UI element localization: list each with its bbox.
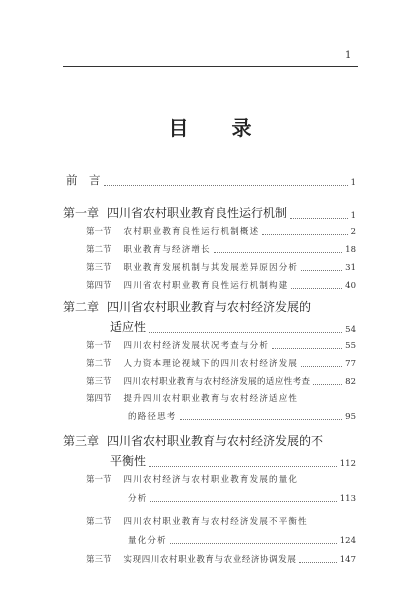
toc-entry-section[interactable] [0,357,402,369]
leader-dots [313,384,342,385]
section-label: 第二节 [86,517,112,527]
leader-dots [149,332,342,333]
page-ref: 54 [345,325,356,335]
leader-dots [290,218,348,219]
toc-entry-chapter-1[interactable] [0,204,402,221]
page-ref: 77 [345,359,356,369]
page-ref: 112 [339,459,356,469]
leader-dots [301,366,342,367]
toc-entry-section[interactable] [0,243,402,255]
toc-entry-section[interactable] [0,261,402,273]
section-title: 实现四川农村职业教育与农业经济协调发展 [123,555,297,565]
toc-entry-section[interactable] [0,375,402,387]
section-title: 人力资本理论视域下的四川农村经济发展 [123,359,299,369]
page-ref: 1 [350,178,356,188]
section-label: 第二节 [86,245,112,255]
toc-entry-section[interactable] [0,473,402,485]
section-title: 四川农村职业教育与农村经济发展的适应性考查 [123,377,311,387]
section-label: 第四节 [86,281,112,291]
section-title: 农村职业教育良性运行机制概述 [123,227,260,237]
section-label: 第一节 [86,227,112,237]
section-label: 第四节 [86,394,112,404]
section-title-line-1: 四川农村职业教育与农村经济发展不平衡性 [123,517,308,527]
toc-entry-chapter-2-cont[interactable] [0,318,402,335]
leader-dots [180,419,343,420]
toc-entry-section[interactable] [0,515,402,527]
toc-entry-section[interactable] [0,279,402,291]
section-title: 四川农村经济发展状况考查与分析 [123,341,270,351]
page-ref: 95 [345,412,356,422]
leader-dots [291,288,342,289]
toc-entry-section-cont[interactable] [0,492,402,504]
toc-entry-section-cont[interactable] [0,534,402,546]
toc-entry-chapter-3[interactable] [0,432,402,449]
toc-entry-section[interactable] [0,553,402,565]
header-rule [63,66,358,67]
chapter-label: 第三章 [63,434,100,448]
section-title-line-2: 分析 [128,494,148,504]
section-title: 职业教育发展机制与其发展差异原因分析 [123,263,299,273]
page-ref: 113 [339,494,356,504]
section-title: 职业教育与经济增长 [123,245,211,255]
toc-entry-section[interactable] [0,339,402,351]
section-label: 第三节 [86,555,112,565]
chapter-title-line-1: 四川省农村职业教育与农村经济发展的不 [107,434,324,448]
chapter-title: 四川省农村职业教育良性运行机制 [107,206,288,220]
page-ref: 18 [345,245,356,255]
chapter-title-line-2: 平衡性 [110,454,147,468]
leader-dots [299,562,336,563]
toc-title: 目 录 [168,116,270,140]
section-title-line-1: 四川农村经济与农村职业教育发展的量化 [123,475,299,485]
section-title-line-1: 提升四川农村职业教育与农村经济适应性 [123,394,299,404]
section-label: 第三节 [86,263,112,273]
section-label: 第三节 [86,377,112,387]
section-title-line-2: 量化分析 [128,536,167,546]
leader-dots [272,348,342,349]
page-ref: 2 [350,227,356,237]
leader-dots [301,270,342,271]
leader-dots [150,501,336,502]
chapter-label: 第二章 [63,300,100,314]
page-ref: 1 [350,211,356,221]
page-ref: 82 [345,377,356,387]
section-title: 四川省农村职业教育良性运行机制构建 [123,281,289,291]
toc-entry-section-cont[interactable] [0,410,402,422]
chapter-title-line-2: 适应性 [110,320,147,334]
leader-dots [170,543,337,544]
section-title-line-2: 的路径思考 [128,412,177,422]
section-label: 第一节 [86,341,112,351]
leader-dots [214,252,342,253]
page-ref: 55 [345,341,356,351]
chapter-title-line-1: 四川省农村职业教育与农村经济发展的 [107,300,312,314]
section-label: 第二节 [86,359,112,369]
leader-dots [262,234,347,235]
page-ref: 31 [345,263,356,273]
toc-entry-chapter-2[interactable] [0,298,402,315]
toc-entry-chapter-3-cont[interactable] [0,452,402,469]
section-label: 第一节 [86,475,112,485]
toc-entry-section[interactable] [0,392,402,404]
preface-label: 前 言 [66,173,101,187]
page-ref: 124 [339,536,356,546]
toc-entry-preface[interactable] [0,172,402,188]
leader-dots [149,466,337,467]
leader-dots [104,185,348,186]
toc-entry-section[interactable] [0,225,402,237]
page-number: 1 [345,50,352,61]
chapter-label: 第一章 [63,206,100,220]
page-ref: 40 [345,281,356,291]
page-ref: 147 [339,555,356,565]
